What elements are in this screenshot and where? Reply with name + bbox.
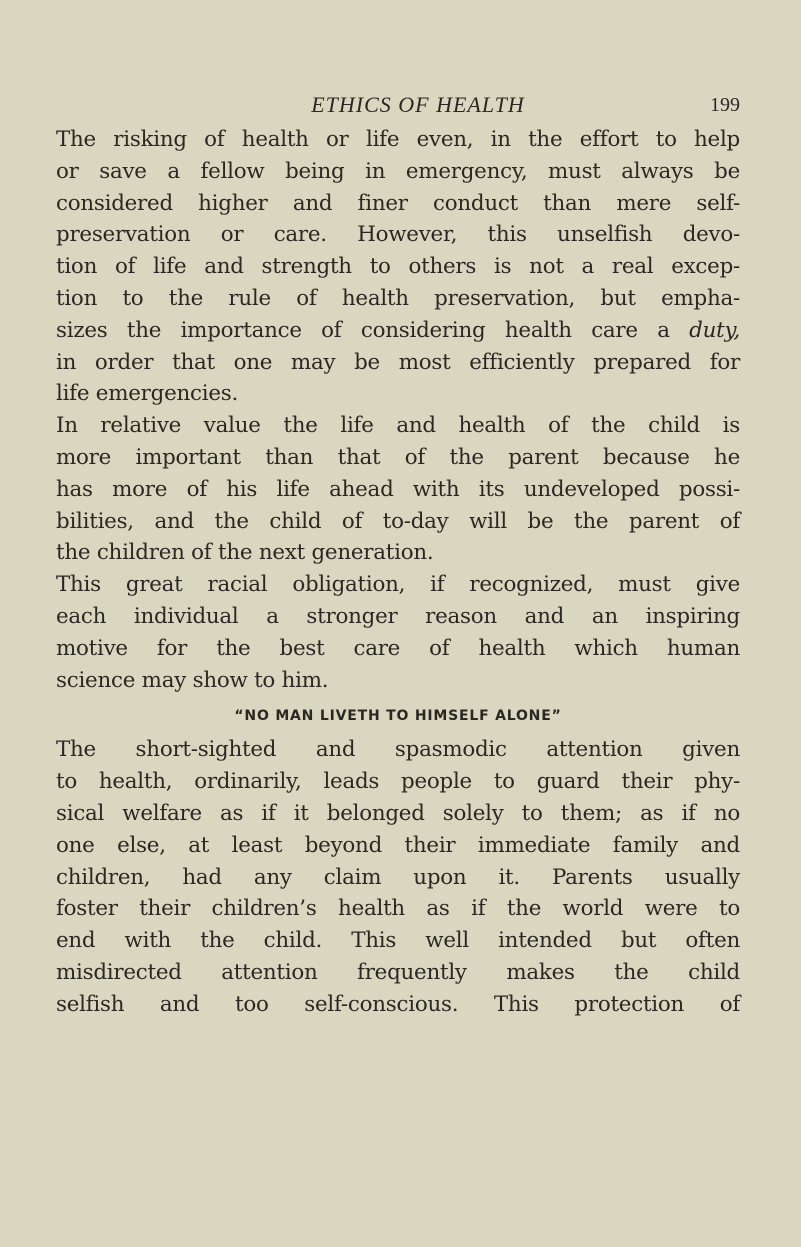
text-line: The risking of health or life even, in the effort to help [56, 127, 740, 152]
text-line: selfish and too self-conscious. This protection of [56, 991, 740, 1017]
text-line: in order that one may be most efficiently prepared for [56, 349, 740, 375]
text-line: science may show to him. [56, 667, 329, 693]
text-line: children, had any claim upon it. Parents usually [56, 864, 740, 890]
text-line: tion to the rule of health preservation, but empha- [56, 285, 740, 311]
text-line: considered higher and finer conduct than mere self- [56, 190, 740, 216]
page-number: 199 [710, 94, 740, 116]
text-line: the children of the next generation. [56, 540, 434, 566]
text-line: to health, ordinarily, leads people to guard their phy- [56, 769, 740, 795]
paragraph-3 [56, 569, 740, 696]
paragraph-4 [56, 734, 740, 1020]
book-page [56, 92, 740, 1021]
text-line: or save a fellow being in emergency, must always be [56, 158, 740, 184]
section-heading: “NO MAN LIVETH TO HIMSELF ALONE” [234, 708, 562, 725]
text-segment: sizes the importance of considering health care a [56, 317, 690, 343]
text-line: sical welfare as if it belonged solely to them; as if no [56, 800, 740, 826]
text-line: tion of life and strength to others is not a real excep- [56, 254, 740, 280]
text-line: motive for the best care of health which human [56, 635, 740, 661]
text-line: This great racial obligation, if recognized, must give [56, 572, 740, 598]
text-line: preservation or care. However, this unselfish devo- [56, 222, 740, 248]
text-line: more important than that of the parent because he [56, 444, 740, 470]
paragraph-2 [56, 410, 740, 569]
text-line: The short-sighted and spasmodic attention given [56, 737, 740, 763]
text-line: misdirected attention frequently makes the child [56, 959, 740, 985]
body-text [56, 124, 740, 1021]
text-line: life emergencies. [56, 381, 239, 407]
text-line: In relative value the life and health of the child is [56, 413, 740, 439]
text-line: has more of his life ahead with its undeveloped possi- [56, 476, 740, 502]
text-line: end with the child. This well intended but often [56, 928, 740, 954]
text-line [56, 315, 740, 347]
text-line: one else, at least beyond their immediate family and [56, 832, 740, 858]
running-title: ETHICS OF HEALTH [311, 92, 525, 117]
text-line: each individual a stronger reason and an inspiring [56, 603, 740, 629]
running-head [56, 92, 740, 124]
text-line: foster their children’s health as if the world were to [56, 896, 740, 922]
emphasis-duty: duty, [689, 317, 740, 343]
paragraph-1 [56, 124, 740, 410]
text-line: bilities, and the child of to-day will be the parent of [56, 508, 740, 534]
